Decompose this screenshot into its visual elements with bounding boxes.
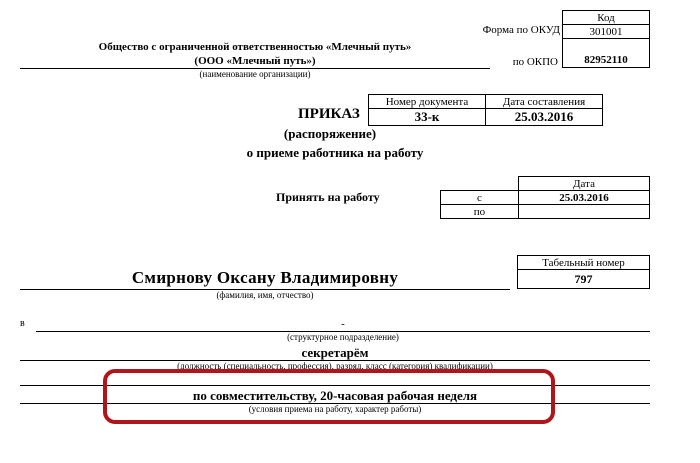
hire-from-date-cell [518, 190, 650, 205]
okud-value: 301001 [589, 25, 623, 38]
hire-to-label-cell [440, 204, 519, 219]
hire-date-header [518, 176, 650, 191]
position-value: секретарём [301, 345, 369, 360]
hire-from-date: 25.03.2016 [559, 191, 609, 204]
order-title: ПРИКАЗ [298, 106, 360, 122]
okud-label: Форма по ОКУД [482, 24, 560, 36]
position-caption: (должность (специальность, профессия), разряд, класс (категория) квалификации) [177, 361, 493, 371]
department-value: - [341, 318, 345, 330]
tab-number-header [517, 255, 650, 270]
doc-date-label: Дата составления [502, 95, 586, 108]
doc-date-value: 25.03.2016 [514, 109, 574, 124]
order-subtitle: (распоряжение) [283, 126, 377, 141]
okpo-cell [562, 38, 650, 68]
department-caption: (структурное подразделение) [287, 332, 399, 342]
hire-date-header-label: Дата [573, 177, 595, 190]
employee-name-caption: (фамилия, имя, отчество) [216, 290, 314, 300]
okpo-label: по ОКПО [512, 56, 558, 68]
highlight-frame [103, 369, 555, 424]
okpo-value: 82952110 [584, 53, 628, 66]
hire-to-label: по [473, 205, 486, 218]
hire-from-label-cell [440, 190, 519, 205]
code-label: Код [597, 12, 615, 24]
tab-number-label: Табельный номер [542, 256, 625, 269]
tab-number-cell [517, 269, 650, 289]
doc-number-header [368, 94, 486, 109]
order-purpose: о приеме работника на работу [246, 145, 424, 160]
conditions-caption: (условия приема на работу, характер работы) [248, 404, 422, 414]
doc-date-header [485, 94, 603, 109]
org-name-full: Общество с ограниченной ответственностью «Млечный путь» [98, 41, 412, 53]
doc-number-cell [368, 108, 486, 126]
hire-from-label: с [477, 191, 482, 204]
tab-number-value: 797 [574, 271, 593, 286]
doc-number-value: 33-к [414, 109, 440, 124]
doc-number-label: Номер документа [385, 95, 469, 108]
org-caption: (наименование организации) [199, 69, 311, 79]
employee-name: Смирнову Оксану Владимировну [131, 268, 399, 287]
hire-label: Принять на работу [276, 190, 380, 204]
department-prefix: в [20, 318, 25, 329]
code-header-cell [562, 10, 650, 25]
okud-cell [562, 24, 650, 39]
doc-date-cell [485, 108, 603, 126]
conditions-value: по совместительству, 20-часовая рабочая неделя [192, 388, 478, 403]
hire-to-date-cell [518, 204, 650, 219]
org-name-short: (ООО «Млечный путь») [194, 55, 316, 67]
